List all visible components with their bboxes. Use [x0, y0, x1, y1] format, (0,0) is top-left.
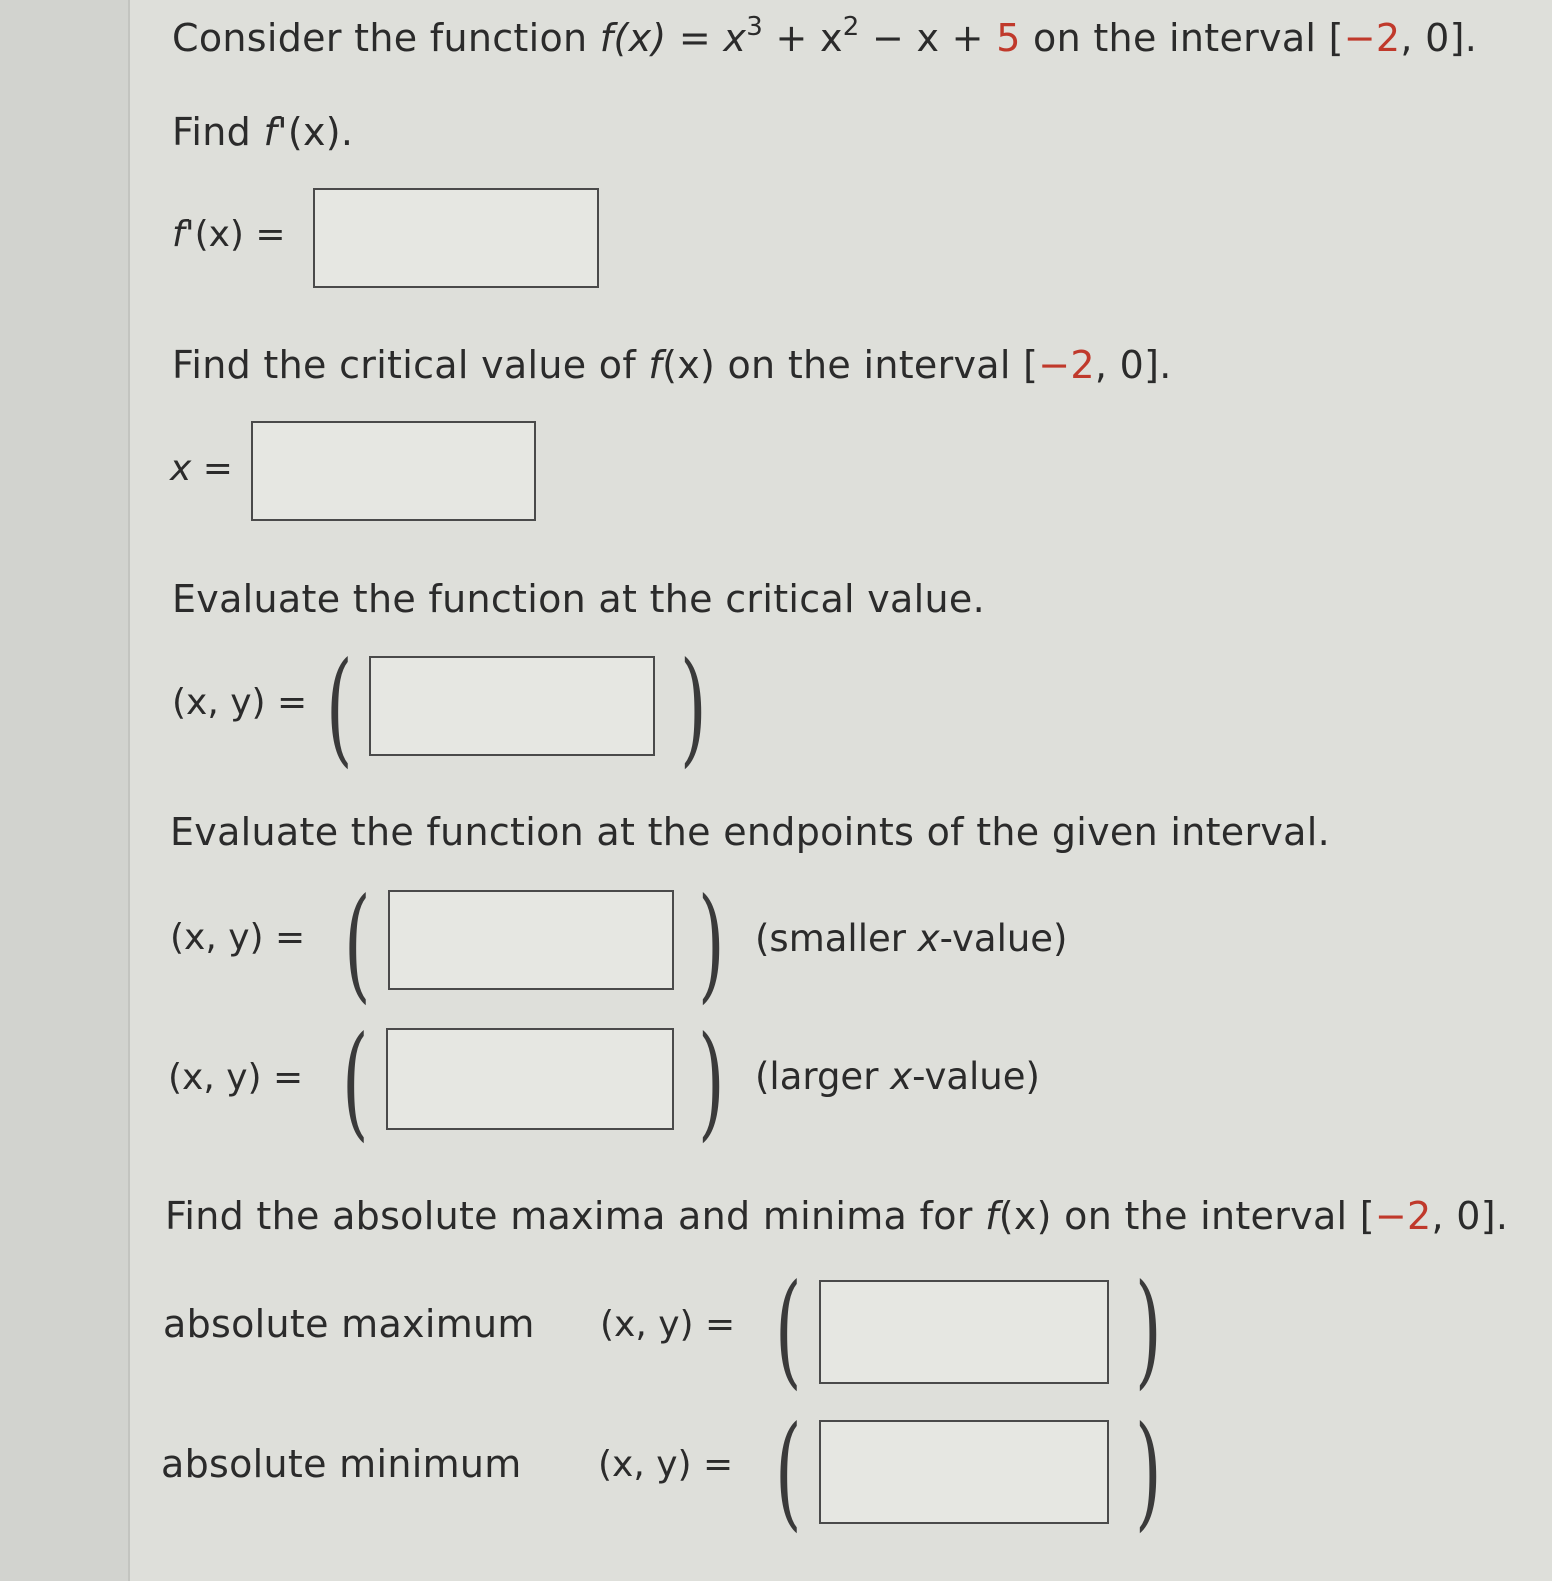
q4-row1-close-paren: ) [698, 872, 725, 1016]
critical-value-input[interactable] [251, 421, 536, 521]
q1-prompt: Find f'(x). [172, 110, 354, 154]
larger-endpoint-input[interactable] [386, 1028, 674, 1130]
absolute-minimum-label: absolute minimum [161, 1442, 522, 1486]
q2-prompt: Find the critical value of f(x) on the interval [−2, 0]. [172, 343, 1172, 387]
q3-prompt: Evaluate the function at the critical value. [172, 577, 985, 621]
abs-max-xy-label: (x, y) = [600, 1304, 736, 1345]
q1-label: f'(x) = [172, 214, 286, 255]
abs-min-xy-label: (x, y) = [598, 1444, 734, 1485]
q4-row2-open-paren: ( [342, 1010, 369, 1154]
absolute-minimum-input[interactable] [819, 1420, 1109, 1524]
q4-row2-close-paren: ) [698, 1010, 725, 1154]
q5-prompt: Find the absolute maxima and minima for f(x) on the interval [−2, 0]. [165, 1194, 1509, 1238]
q4-row1-open-paren: ( [344, 872, 371, 1016]
critical-point-input[interactable] [369, 656, 655, 756]
left-margin [0, 0, 130, 1581]
intro-text: Consider the function $f(x) = x^3 + x^2 - x + 5$ on the interval [−2, 0]. [172, 12, 1478, 60]
abs-min-open-paren: ( [775, 1400, 802, 1544]
q2-label: x = [170, 448, 233, 489]
derivative-input[interactable] [313, 188, 599, 288]
abs-max-close-paren: ) [1135, 1258, 1162, 1402]
larger-x-caption: (larger x-value) [755, 1055, 1040, 1098]
smaller-endpoint-input[interactable] [388, 890, 674, 990]
q4-row1-label: (x, y) = [170, 917, 306, 958]
q3-open-paren: ( [326, 636, 353, 780]
absolute-maximum-input[interactable] [819, 1280, 1109, 1384]
absolute-maximum-label: absolute maximum [163, 1302, 535, 1346]
abs-min-close-paren: ) [1135, 1400, 1162, 1544]
q3-close-paren: ) [680, 636, 707, 780]
abs-max-open-paren: ( [775, 1258, 802, 1402]
q3-label: (x, y) = [172, 682, 308, 723]
q4-prompt: Evaluate the function at the endpoints of the given interval. [170, 810, 1331, 854]
smaller-x-caption: (smaller x-value) [755, 917, 1068, 960]
q4-row2-label: (x, y) = [168, 1057, 304, 1098]
